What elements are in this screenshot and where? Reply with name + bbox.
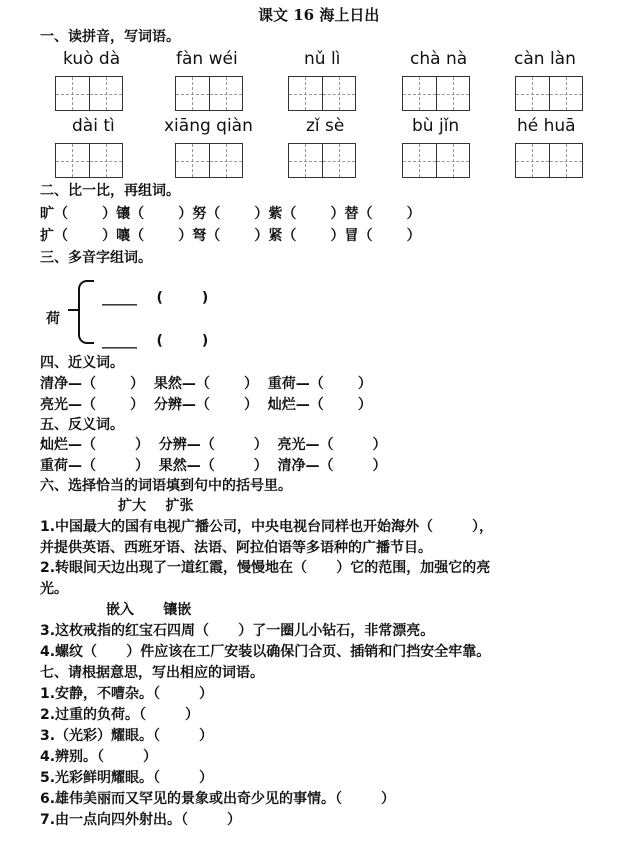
section5-heading: 五、反义词。 [40, 417, 124, 433]
writing-grid-4[interactable] [402, 76, 470, 111]
writing-grid-10[interactable] [515, 143, 583, 178]
compare-line-2: 扩（ ）嚷（ ）弩（ ）紧（ ）冒（ ） [40, 228, 421, 244]
polyphone-char: 荷 [46, 311, 60, 327]
synonym-line-1: 清净—（ ） 果然—（ ） 重荷—（ ） [40, 376, 372, 392]
section1-heading: 一、读拼音，写词语。 [40, 29, 180, 45]
writing-grid-3[interactable] [288, 76, 356, 111]
section7-heading: 七、请根据意思，写出相应的词语。 [40, 665, 264, 681]
polyphone-blank-2: _____ ( ) [102, 333, 209, 349]
pinyin-2: fàn wéi [176, 49, 238, 69]
pinyin-10: hé huā [517, 116, 576, 136]
definition-item-2: 2.过重的负荷。（ ） [40, 707, 200, 723]
brace-bracket [78, 280, 94, 344]
definition-item-4: 4.辨别。（ ） [40, 749, 158, 765]
section2-heading: 二、比一比，再组词。 [40, 183, 180, 199]
definition-item-7: 7.由一点向四外射出。（ ） [40, 812, 242, 828]
brace-tip [68, 309, 78, 311]
page-title: 课文 16 海上日出 [258, 6, 380, 24]
definition-item-3: 3.（光彩）耀眼。（ ） [40, 728, 214, 744]
question-4: 4.螺纹（ ）件应该在工厂安装以确保门合页、插销和门挡安全牢靠。 [40, 644, 491, 660]
pinyin-7: xiāng qiàn [164, 116, 253, 136]
question-1-line-2: 并提供英语、西班牙语、法语、阿拉伯语等多语种的广播节目。 [40, 540, 432, 556]
question-1-line-1: 1.中国最大的国有电视广播公司，中央电视台同样也开始海外（ ）， [40, 519, 494, 535]
synonym-line-2: 亮光—（ ） 分辨—（ ） 灿烂—（ ） [40, 397, 372, 413]
pinyin-4: chà nà [410, 49, 468, 69]
question-2-line-2: 光。 [40, 581, 68, 597]
section3-heading: 三、多音字组词。 [40, 250, 152, 266]
writing-grid-1[interactable] [55, 76, 123, 111]
pinyin-1: kuò dà [63, 49, 121, 69]
writing-grid-7[interactable] [175, 143, 243, 178]
word-choices-2: 嵌入 镶嵌 [106, 602, 192, 618]
definition-item-1: 1.安静，不嘈杂。（ ） [40, 686, 214, 702]
pinyin-9: bù jǐn [412, 116, 460, 136]
definition-item-6: 6.雄伟美丽而又罕见的景象或出奇少见的事情。（ ） [40, 791, 396, 807]
question-2-line-1: 2.转眼间天边出现了一道红霞，慢慢地在（ ）它的范围，加强它的亮 [40, 560, 491, 576]
antonym-line-1: 灿烂—（ ） 分辨—（ ） 亮光—（ ） [40, 437, 387, 453]
writing-grid-9[interactable] [402, 143, 470, 178]
pinyin-8: zǐ sè [306, 116, 345, 136]
writing-grid-6[interactable] [55, 143, 123, 178]
question-3: 3.这枚戒指的红宝石四周（ ）了一圈儿小钻石，非常漂亮。 [40, 623, 435, 639]
writing-grid-5[interactable] [515, 76, 583, 111]
compare-line-1: 旷（ ）镶（ ）努（ ）紫（ ）替（ ） [40, 206, 421, 222]
pinyin-6: dài tì [72, 116, 115, 136]
definition-item-5: 5.光彩鲜明耀眼。（ ） [40, 770, 214, 786]
writing-grid-8[interactable] [288, 143, 356, 178]
section6-heading: 六、选择恰当的词语填到句中的括号里。 [40, 478, 292, 494]
polyphone-blank-1: _____ ( ) [102, 290, 209, 306]
section4-heading: 四、近义词。 [40, 355, 124, 371]
pinyin-5: càn làn [514, 49, 576, 69]
antonym-line-2: 重荷—（ ） 果然—（ ） 清净—（ ） [40, 458, 387, 474]
pinyin-3: nǔ lì [304, 49, 341, 69]
word-choices-1: 扩大 扩张 [118, 498, 194, 514]
writing-grid-2[interactable] [175, 76, 243, 111]
